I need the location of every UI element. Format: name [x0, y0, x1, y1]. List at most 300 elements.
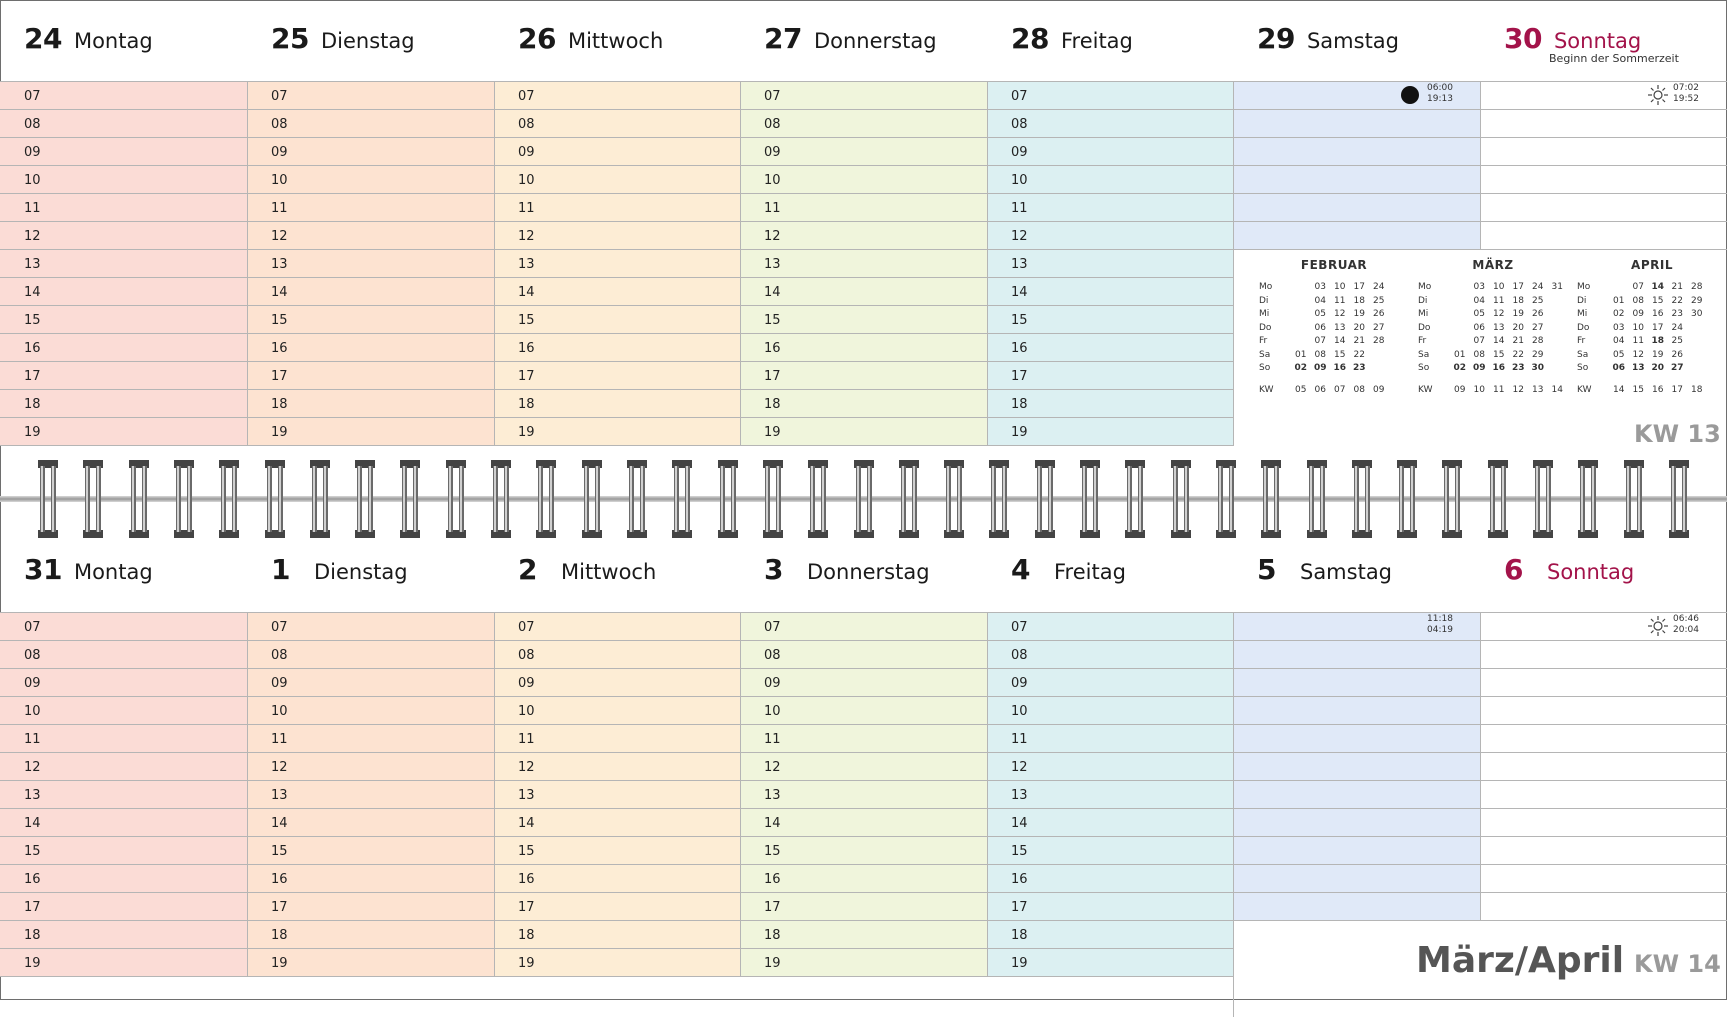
hour-slot[interactable]	[0, 138, 247, 166]
hour-slot[interactable]	[0, 110, 247, 138]
hour-slot[interactable]	[740, 753, 987, 781]
hour-slot[interactable]	[740, 194, 987, 222]
hour-slot[interactable]	[247, 669, 494, 697]
mini-day: 17	[1353, 282, 1365, 292]
hour-slot[interactable]	[1480, 110, 1727, 138]
weekday-label: Mi	[1577, 309, 1588, 319]
hour-slot[interactable]	[247, 334, 494, 362]
hour-slot[interactable]	[0, 865, 247, 893]
day-name: Sonntag	[1553, 29, 1642, 53]
hour-label: 17	[518, 900, 535, 915]
hour-slot[interactable]	[740, 865, 987, 893]
mini-day: 30	[1691, 309, 1703, 319]
hour-slot[interactable]	[494, 725, 740, 753]
hour-label: 10	[518, 704, 535, 719]
mini-day: 02	[1613, 309, 1625, 319]
hour-slot[interactable]	[740, 110, 987, 138]
hour-slot[interactable]	[247, 110, 494, 138]
hour-slot[interactable]	[247, 949, 494, 977]
hour-label: 08	[764, 648, 781, 663]
hour-slot[interactable]	[247, 306, 494, 334]
hour-label: 13	[1011, 788, 1028, 803]
binding-ring	[581, 460, 603, 538]
binding-ring	[1577, 460, 1599, 538]
hour-slot[interactable]	[247, 138, 494, 166]
day-number: 27	[764, 22, 802, 55]
hour-slot[interactable]	[0, 278, 247, 306]
hour-slot[interactable]	[1233, 753, 1480, 781]
hour-slot[interactable]	[0, 893, 247, 921]
hour-label: 08	[1011, 648, 1028, 663]
hour-slot[interactable]	[987, 306, 1233, 334]
hour-slot[interactable]	[987, 753, 1233, 781]
hour-slot[interactable]	[0, 166, 247, 194]
hour-slot[interactable]	[987, 82, 1233, 110]
hour-slot[interactable]	[987, 278, 1233, 306]
mini-day: 14	[1493, 336, 1505, 346]
mini-day: 09	[1472, 363, 1486, 373]
mini-day: 08	[1632, 295, 1644, 306]
hour-slot[interactable]	[987, 166, 1233, 194]
mini-month-row	[1577, 350, 1727, 364]
hour-label: 12	[271, 760, 288, 775]
hour-slot[interactable]	[987, 921, 1233, 949]
hour-slot[interactable]	[987, 250, 1233, 278]
hour-slot[interactable]	[247, 250, 494, 278]
hour-slot[interactable]	[247, 725, 494, 753]
hour-label: 19	[1011, 425, 1028, 440]
hour-label: 14	[764, 285, 781, 300]
hour-label: 16	[518, 341, 535, 356]
day-header-freitag	[1011, 553, 1126, 586]
hour-slot[interactable]	[494, 809, 740, 837]
hour-slot[interactable]	[1233, 222, 1480, 250]
hour-slot[interactable]	[0, 837, 247, 865]
binding-ring	[1079, 460, 1101, 538]
hour-slot[interactable]	[740, 697, 987, 725]
hour-slot[interactable]	[1480, 725, 1727, 753]
hour-slot[interactable]	[740, 166, 987, 194]
binding-ring	[82, 460, 104, 538]
hour-slot[interactable]	[1480, 669, 1727, 697]
hour-slot[interactable]	[247, 278, 494, 306]
hour-slot[interactable]	[1233, 725, 1480, 753]
column-divider	[1480, 82, 1481, 250]
hour-slot[interactable]	[740, 837, 987, 865]
hour-slot[interactable]	[494, 418, 740, 446]
hour-slot[interactable]	[0, 362, 247, 390]
hour-slot[interactable]	[247, 921, 494, 949]
hour-slot[interactable]	[1233, 809, 1480, 837]
hour-slot[interactable]	[494, 949, 740, 977]
mini-day: 05	[1613, 349, 1625, 360]
hour-slot[interactable]	[0, 641, 247, 669]
hour-slot[interactable]	[1233, 781, 1480, 809]
mini-day	[1291, 309, 1311, 323]
hour-slot[interactable]	[987, 613, 1233, 641]
hour-slot[interactable]	[494, 306, 740, 334]
binding-ring	[218, 460, 240, 538]
day-name: Mittwoch	[560, 560, 657, 584]
hour-slot[interactable]	[494, 390, 740, 418]
mini-day: 27	[1670, 363, 1684, 373]
day-header-montag	[24, 22, 153, 55]
hour-label: 13	[518, 257, 535, 272]
day-column-mittwoch[interactable]	[494, 82, 740, 446]
hour-slot[interactable]	[740, 613, 987, 641]
hour-label: 16	[24, 872, 41, 887]
mini-day: 11	[1493, 384, 1505, 395]
hour-slot[interactable]	[494, 921, 740, 949]
mini-day: 17	[1652, 322, 1664, 333]
hour-slot[interactable]	[987, 390, 1233, 418]
hour-slot[interactable]	[0, 921, 247, 949]
hour-label: 16	[1011, 872, 1028, 887]
hour-label: 07	[1011, 89, 1028, 104]
hour-slot[interactable]	[1480, 697, 1727, 725]
hour-slot[interactable]	[987, 110, 1233, 138]
mini-day: 03	[1473, 282, 1485, 292]
hour-slot[interactable]	[740, 641, 987, 669]
mini-day: 27	[1373, 322, 1385, 333]
hour-slot[interactable]	[987, 669, 1233, 697]
moon-set: 19:13	[1427, 94, 1453, 104]
hour-slot[interactable]	[1480, 166, 1727, 194]
hour-slot[interactable]	[1233, 837, 1480, 865]
hour-slot[interactable]	[740, 334, 987, 362]
hour-label: 14	[24, 285, 41, 300]
hour-slot[interactable]	[494, 753, 740, 781]
hour-slot[interactable]	[0, 809, 247, 837]
hour-slot[interactable]	[247, 613, 494, 641]
day-name: Donnerstag	[806, 560, 930, 584]
hour-slot[interactable]	[247, 809, 494, 837]
mini-day: 02	[1294, 363, 1308, 373]
weekday-label: Sa	[1259, 349, 1271, 360]
hour-label: 18	[271, 928, 288, 943]
day-column-samstag[interactable]	[1233, 613, 1480, 921]
hour-label: 18	[518, 397, 535, 412]
hour-slot[interactable]	[1233, 194, 1480, 222]
day-column-sonntag[interactable]	[1480, 82, 1727, 250]
hour-label: 10	[24, 173, 41, 188]
mini-day: 23	[1511, 363, 1525, 373]
hour-slot[interactable]	[1233, 110, 1480, 138]
day-column-donnerstag[interactable]	[740, 82, 987, 446]
hour-slot[interactable]	[0, 781, 247, 809]
mini-day: 08	[1473, 349, 1485, 360]
hour-label: 13	[24, 257, 41, 272]
binding-ring	[1306, 460, 1328, 538]
hour-slot[interactable]	[987, 222, 1233, 250]
hour-slot[interactable]	[987, 725, 1233, 753]
mini-day: 10	[1493, 282, 1505, 292]
hour-slot[interactable]	[740, 306, 987, 334]
mini-day: 26	[1373, 309, 1385, 319]
hour-slot[interactable]	[1480, 809, 1727, 837]
hour-slot[interactable]	[1233, 865, 1480, 893]
hour-slot[interactable]	[494, 250, 740, 278]
hour-slot[interactable]	[987, 138, 1233, 166]
hour-label: 07	[1011, 620, 1028, 635]
hour-label: 11	[764, 201, 781, 216]
mini-month-1	[1418, 258, 1568, 398]
hour-label: 10	[1011, 704, 1028, 719]
mini-day: 15	[1632, 384, 1644, 395]
hour-slot[interactable]	[247, 641, 494, 669]
hour-label: 09	[518, 145, 535, 160]
hour-slot[interactable]	[247, 418, 494, 446]
mini-day: 13	[1334, 322, 1346, 333]
hour-slot[interactable]	[0, 334, 247, 362]
mini-day: 06	[1314, 322, 1326, 333]
hour-slot[interactable]	[494, 781, 740, 809]
hour-slot[interactable]	[494, 697, 740, 725]
day-number: 4	[1011, 553, 1030, 586]
mini-day: 14	[1613, 384, 1625, 395]
binding-ring	[309, 460, 331, 538]
hour-slot[interactable]	[247, 194, 494, 222]
sun-times-week2	[1673, 614, 1699, 636]
mini-day: 09	[1313, 363, 1327, 373]
binding-ring	[1260, 460, 1282, 538]
sun-times-week1	[1673, 83, 1699, 105]
hour-slot[interactable]	[740, 921, 987, 949]
hour-slot[interactable]	[494, 865, 740, 893]
hour-slot[interactable]	[494, 110, 740, 138]
day-number: 31	[24, 553, 62, 586]
hour-slot[interactable]	[494, 613, 740, 641]
mini-month-row	[1577, 309, 1727, 323]
hour-slot[interactable]	[1480, 753, 1727, 781]
weekday-label: Fr	[1259, 336, 1268, 346]
hour-slot[interactable]	[987, 697, 1233, 725]
mini-month-row	[1577, 296, 1727, 310]
hour-slot[interactable]	[0, 669, 247, 697]
hour-label: 18	[24, 928, 41, 943]
hour-slot[interactable]	[494, 138, 740, 166]
hour-label: 13	[271, 257, 288, 272]
hour-slot[interactable]	[1480, 641, 1727, 669]
hour-slot[interactable]	[247, 222, 494, 250]
hour-label: 13	[24, 788, 41, 803]
hour-slot[interactable]	[1480, 222, 1727, 250]
hour-slot[interactable]	[0, 613, 247, 641]
hour-slot[interactable]	[740, 725, 987, 753]
hour-slot[interactable]	[0, 697, 247, 725]
binding-ring	[807, 460, 829, 538]
hour-slot[interactable]	[1233, 138, 1480, 166]
hour-slot[interactable]	[740, 781, 987, 809]
hour-slot[interactable]	[987, 837, 1233, 865]
hour-label: 19	[271, 956, 288, 971]
mini-month-row	[1418, 336, 1568, 350]
hour-slot[interactable]	[247, 753, 494, 781]
mini-day: 20	[1353, 322, 1365, 333]
hour-label: 09	[271, 145, 288, 160]
hour-slot[interactable]	[987, 949, 1233, 977]
day-column-montag[interactable]	[0, 613, 247, 977]
hour-slot[interactable]	[987, 781, 1233, 809]
hour-slot[interactable]	[247, 837, 494, 865]
binding-ring	[1351, 460, 1373, 538]
hour-label: 13	[271, 788, 288, 803]
hour-label: 09	[518, 676, 535, 691]
hour-slot[interactable]	[740, 893, 987, 921]
column-divider	[740, 613, 741, 977]
hour-slot[interactable]	[740, 418, 987, 446]
hour-label: 19	[24, 956, 41, 971]
hour-slot[interactable]	[0, 250, 247, 278]
hour-slot[interactable]	[740, 222, 987, 250]
hour-slot[interactable]	[1480, 781, 1727, 809]
hour-label: 17	[764, 900, 781, 915]
hour-slot[interactable]	[987, 809, 1233, 837]
hour-label: 12	[1011, 229, 1028, 244]
hour-slot[interactable]	[494, 222, 740, 250]
hour-slot[interactable]	[0, 222, 247, 250]
weekday-label: Mi	[1418, 309, 1429, 319]
mini-day: 12	[1493, 309, 1505, 319]
hour-slot[interactable]	[1233, 166, 1480, 194]
hour-slot[interactable]	[494, 194, 740, 222]
mini-day: 21	[1353, 336, 1365, 346]
hour-label: 09	[1011, 145, 1028, 160]
day-column-freitag[interactable]	[987, 613, 1233, 977]
hour-label: 13	[764, 788, 781, 803]
hour-label: 11	[271, 201, 288, 216]
hour-slot[interactable]	[0, 194, 247, 222]
waning-moon-icon	[1401, 617, 1419, 635]
mini-day: 04	[1613, 336, 1625, 346]
hour-slot[interactable]	[740, 250, 987, 278]
day-number: 30	[1504, 22, 1542, 55]
hour-slot[interactable]	[1233, 669, 1480, 697]
mini-day	[1369, 363, 1389, 377]
hour-slot[interactable]	[740, 278, 987, 306]
hour-slot[interactable]	[1480, 893, 1727, 921]
hour-slot[interactable]	[1480, 837, 1727, 865]
hour-slot[interactable]	[987, 334, 1233, 362]
day-column-dienstag[interactable]	[247, 82, 494, 446]
day-header-freitag	[1011, 22, 1133, 55]
hour-slot[interactable]	[987, 194, 1233, 222]
binding-ring	[1124, 460, 1146, 538]
hour-label: 07	[24, 89, 41, 104]
mini-day: 06	[1473, 322, 1485, 333]
mini-day: 05	[1314, 309, 1326, 319]
hour-label: 19	[518, 425, 535, 440]
hour-slot[interactable]	[987, 893, 1233, 921]
day-column-freitag[interactable]	[987, 82, 1233, 446]
mini-day: 19	[1652, 349, 1664, 360]
hour-slot[interactable]	[247, 390, 494, 418]
hour-slot[interactable]	[247, 781, 494, 809]
hour-slot[interactable]	[740, 669, 987, 697]
hour-slot[interactable]	[0, 725, 247, 753]
hour-slot[interactable]	[1233, 893, 1480, 921]
hour-slot[interactable]	[0, 82, 247, 110]
hour-slot[interactable]	[740, 138, 987, 166]
hour-slot[interactable]	[247, 362, 494, 390]
mini-day: 13	[1631, 363, 1645, 373]
hour-label: 15	[518, 313, 535, 328]
hour-slot[interactable]	[247, 166, 494, 194]
mini-month-row	[1418, 309, 1568, 323]
hour-label: 08	[271, 117, 288, 132]
hour-slot[interactable]	[494, 837, 740, 865]
hour-slot[interactable]	[494, 334, 740, 362]
hour-label: 07	[271, 620, 288, 635]
hour-slot[interactable]	[494, 362, 740, 390]
mini-day	[1291, 296, 1311, 310]
hour-slot[interactable]	[494, 893, 740, 921]
mini-day: 23	[1352, 363, 1366, 373]
hour-slot[interactable]	[1480, 865, 1727, 893]
day-column-donnerstag[interactable]	[740, 613, 987, 977]
hour-label: 19	[764, 956, 781, 971]
hour-slot[interactable]	[740, 390, 987, 418]
hour-slot[interactable]	[494, 641, 740, 669]
hour-slot[interactable]	[0, 390, 247, 418]
hour-slot[interactable]	[494, 669, 740, 697]
hour-slot[interactable]	[247, 82, 494, 110]
month-box-divider	[1233, 977, 1234, 1017]
hour-slot[interactable]	[0, 949, 247, 977]
hour-slot[interactable]	[0, 418, 247, 446]
day-column-montag[interactable]	[0, 82, 247, 446]
hour-slot[interactable]	[494, 278, 740, 306]
hour-slot[interactable]	[987, 641, 1233, 669]
hour-slot[interactable]	[987, 418, 1233, 446]
hour-slot[interactable]	[247, 893, 494, 921]
hour-slot[interactable]	[740, 809, 987, 837]
mini-day	[1450, 323, 1470, 337]
hour-label: 09	[24, 145, 41, 160]
hour-slot[interactable]	[1480, 138, 1727, 166]
day-column-sonntag[interactable]	[1480, 613, 1727, 921]
day-column-dienstag[interactable]	[247, 613, 494, 977]
day-column-mittwoch[interactable]	[494, 613, 740, 977]
hour-slot[interactable]	[987, 362, 1233, 390]
hour-slot[interactable]	[247, 865, 494, 893]
binding-ring	[1034, 460, 1056, 538]
binding-ring	[1215, 460, 1237, 538]
day-name: Mittwoch	[567, 29, 664, 53]
hour-label: 07	[764, 89, 781, 104]
binding-ring	[173, 460, 195, 538]
hour-slot[interactable]	[740, 362, 987, 390]
hour-slot[interactable]	[0, 753, 247, 781]
weekday-label: KW	[1259, 384, 1274, 395]
hour-slot[interactable]	[1480, 194, 1727, 222]
binding-ring	[1170, 460, 1192, 538]
month-box-top	[1233, 920, 1727, 921]
hour-slot[interactable]	[0, 306, 247, 334]
day-column-samstag[interactable]	[1233, 82, 1480, 250]
hour-slot[interactable]	[494, 82, 740, 110]
hour-slot[interactable]	[1233, 641, 1480, 669]
hour-slot[interactable]	[494, 166, 740, 194]
mini-day: 21	[1512, 336, 1524, 346]
hour-slot[interactable]	[247, 697, 494, 725]
hour-slot[interactable]	[1233, 697, 1480, 725]
mini-month-row	[1418, 363, 1568, 377]
hour-slot[interactable]	[740, 82, 987, 110]
binding-ring	[943, 460, 965, 538]
hour-slot[interactable]	[987, 865, 1233, 893]
hour-slot[interactable]	[740, 949, 987, 977]
